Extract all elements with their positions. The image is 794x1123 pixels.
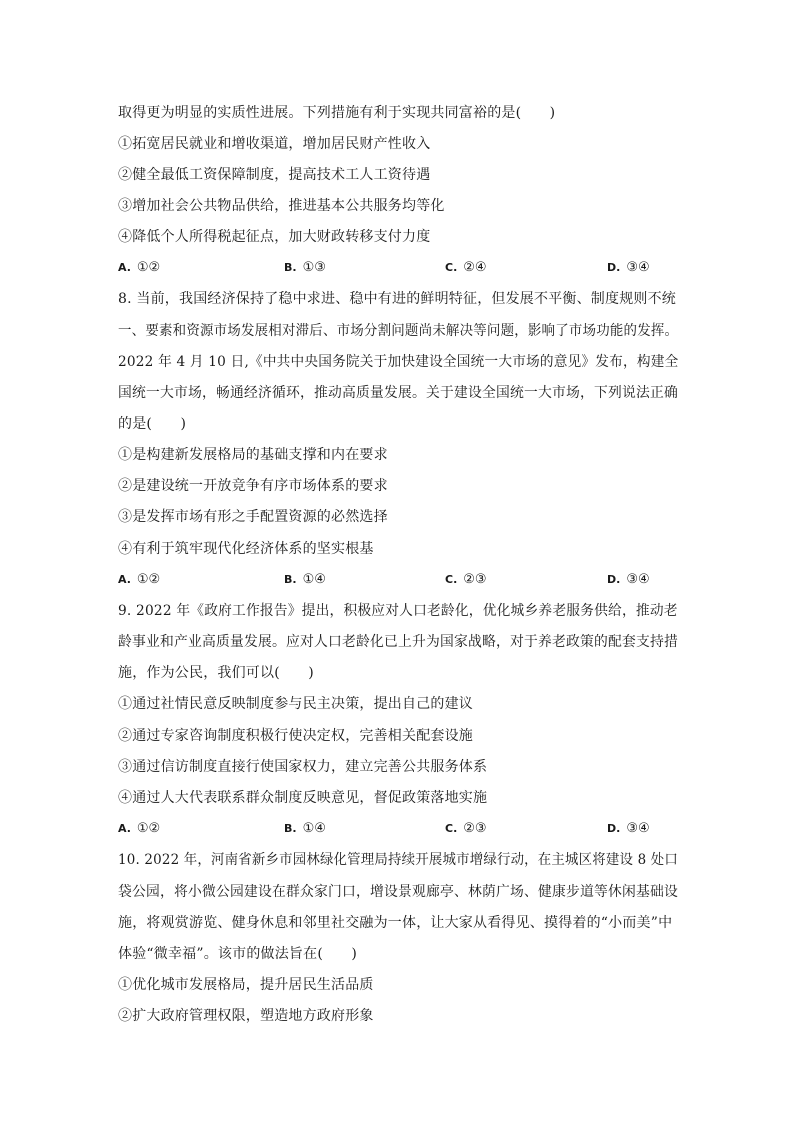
q7-item-2: ②健全最低工资保障制度，提高技术工人工资待遇 [118,167,431,183]
q7-options [118,258,678,278]
q10-stem-line-1: 10. 2022 年，河南省新乡市园林绿化管理局持续开展城市增绿行动，在主城区将建设 8 处口 [118,852,678,868]
q7-option-d: D. ③④ [607,260,650,275]
q8-item-4: ④有利于筑牢现代化经济体系的坚实根基 [118,541,374,557]
q7-item-1: ①拓宽居民就业和增收渠道，增加居民财产性收入 [118,136,431,152]
q9-option-a: A. ①② [118,821,161,836]
q10-stem-line-4: 体验“微幸福”。该市的做法旨在( ) [118,946,358,962]
q8-options [118,570,678,590]
q10-item-2: ②扩大政府管理权限，塑造地方政府形象 [118,1008,374,1024]
q8-item-2: ②是建设统一开放竞争有序市场体系的要求 [118,478,388,494]
q9-option-c: C. ②③ [445,821,487,836]
q8-item-3: ③是发挥市场有形之手配置资源的必然选择 [118,509,388,525]
q8-stem-line-5: 的是( ) [118,416,187,432]
q10-item-1: ①优化城市发展格局，提升居民生活品质 [118,977,374,993]
q9-item-4: ④通过人大代表联系群众制度反映意见，督促政策落地实施 [118,790,488,806]
q7-item-4: ④降低个人所得税起征点，加大财政转移支付力度 [118,229,431,245]
q8-option-a: A. ①② [118,572,161,587]
q8-stem-line-4: 国统一大市场，畅通经济循环，推动高质量发展。关于建设全国统一大市场，下列说法正确 [118,385,678,401]
q9-option-d: D. ③④ [607,821,650,836]
q8-stem-line-3: 2022 年 4 月 10 日,《中共中央国务院关于加快建设全国统一大市场的意见》发布，构建全 [118,354,679,370]
q9-stem-line-1: 9. 2022 年《政府工作报告》提出，积极应对人口老龄化，优化城乡养老服务供给，推动老 [118,603,678,619]
q7-option-a: A. ①② [118,260,161,275]
q7-option-c: C. ②④ [445,260,487,275]
q9-item-3: ③通过信访制度直接行使国家权力，建立完善公共服务体系 [118,759,488,775]
q10-stem-line-2: 袋公园，将小微公园建设在群众家门口，增设景观廊亭、林荫广场、健康步道等休闲基础设 [118,884,678,900]
q9-options [118,819,678,839]
q9-item-1: ①通过社情民意反映制度参与民主决策，提出自己的建议 [118,696,473,712]
q8-option-b: B. ①④ [284,572,326,587]
q7-option-b: B. ①③ [284,260,326,275]
q8-option-c: C. ②③ [445,572,487,587]
q9-item-2: ②通过专家咨询制度积极行使决定权，完善相关配套设施 [118,728,473,744]
q8-stem-line-1: 8. 当前，我国经济保持了稳中求进、稳中有进的鲜明特征，但发展不平衡、制度规则不统 [118,291,677,307]
q9-stem-line-2: 龄事业和产业高质量发展。应对人口老龄化已上升为国家战略，对于养老政策的配套支持措 [118,634,678,650]
q10-stem-line-3: 施，将观赏游览、健身休息和邻里社交融为一体，让大家从看得见、摸得着的“小而美”中 [118,915,673,931]
q8-item-1: ①是构建新发展格局的基础支撑和内在要求 [118,447,388,463]
q9-stem-line-3: 施，作为公民，我们可以( ) [118,665,314,681]
q8-stem-line-2: 一、要素和资源市场发展相对滞后、市场分割问题尚未解决等问题，影响了市场功能的发挥。 [118,323,679,339]
q8-option-d: D. ③④ [607,572,650,587]
q9-option-b: B. ①④ [284,821,326,836]
q7-stem-end: 取得更为明显的实质性进展。下列措施有利于实现共同富裕的是( ) [118,105,556,121]
q7-item-3: ③增加社会公共物品供给，推进基本公共服务均等化 [118,198,445,214]
